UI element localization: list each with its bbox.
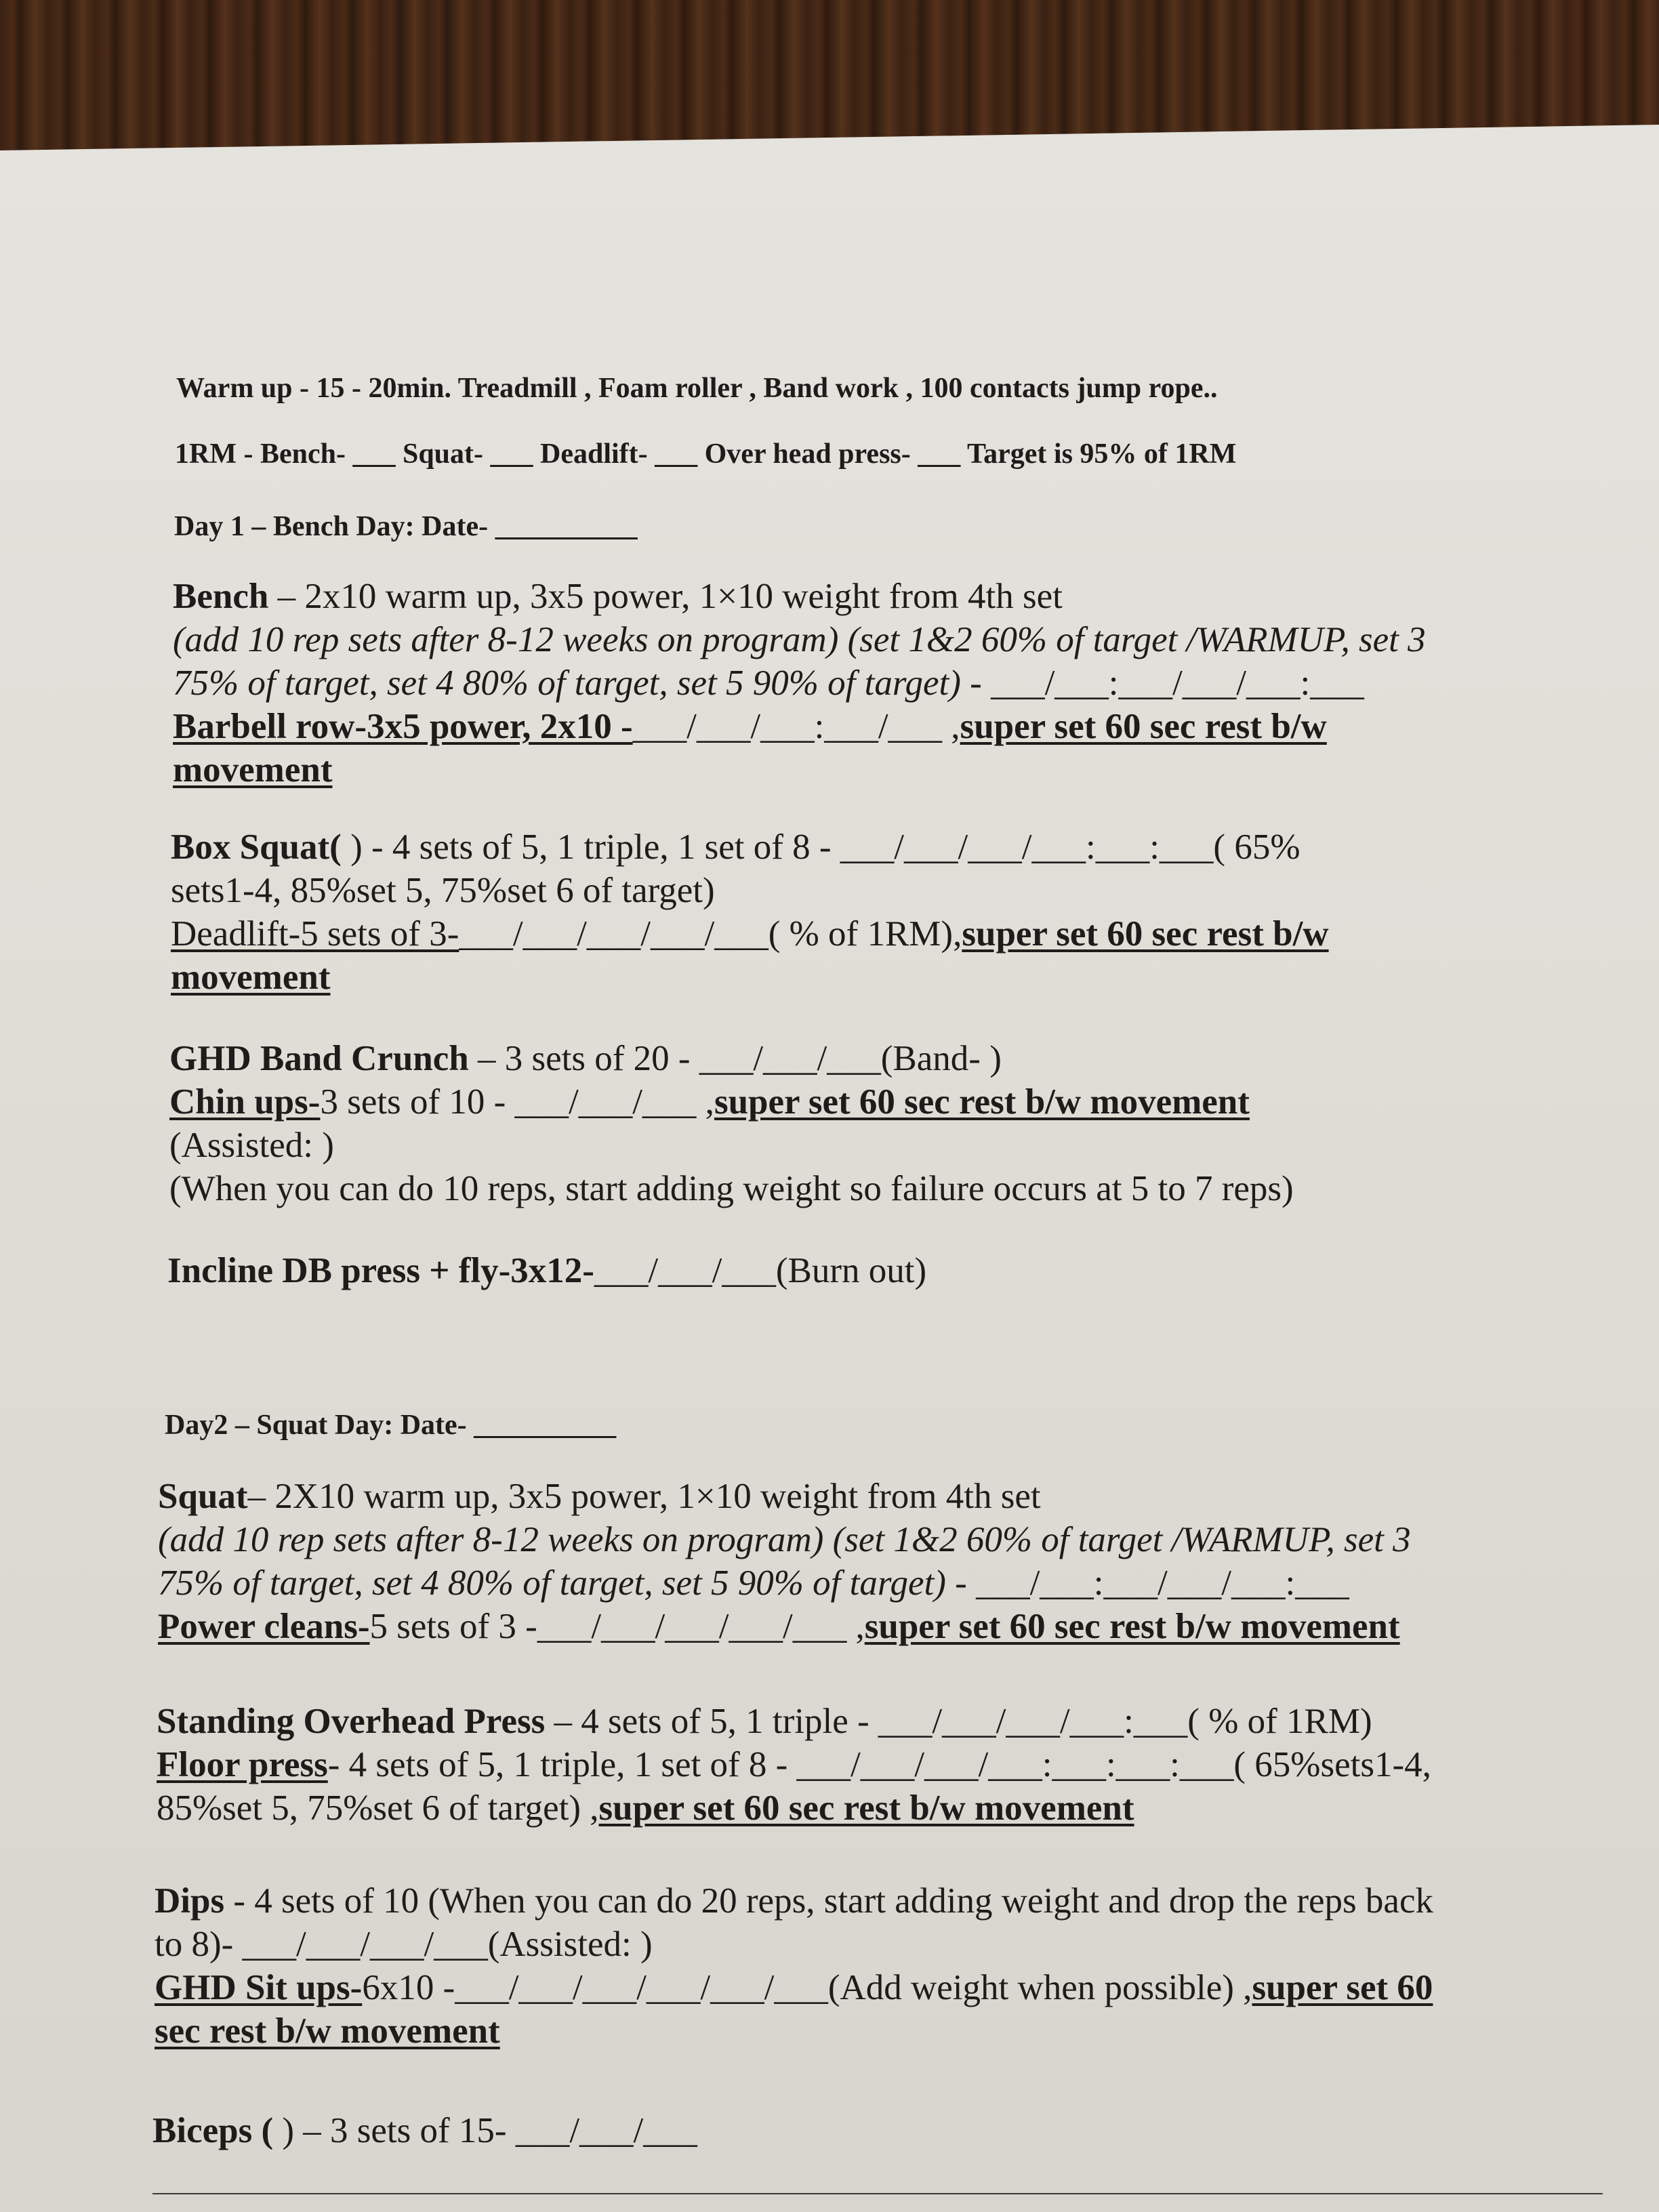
text-segment: movement (173, 750, 333, 790)
section-dips (155, 1879, 1433, 2053)
text-segment: GHD Sit ups- (155, 1968, 363, 2007)
text-line (165, 1408, 616, 1442)
text-segment: to 8)- ___/___/___/___(Assisted: ) (155, 1925, 653, 1964)
text-segment: ___/___/___(Burn out) (594, 1251, 927, 1290)
text-segment: Warm up - 15 - 20min. Treadmill , Foam roller , Band work , 100 contacts jump rope.. (176, 373, 1218, 404)
text-segment: - ___/___:___/___/___:___ (960, 663, 1364, 703)
bottom-divider (152, 2193, 1603, 2194)
text-line (157, 1786, 1431, 1830)
text-segment: super set 60 sec rest b/w movement (714, 1082, 1250, 1122)
text-line (169, 1124, 1294, 1167)
text-line (158, 1605, 1411, 1648)
text-line (171, 825, 1329, 869)
text-segment: Chin ups- (169, 1082, 321, 1122)
text-segment: Incline DB press + fly-3x12- (167, 1251, 594, 1290)
text-segment: Squat (158, 1477, 248, 1516)
section-warmup (176, 371, 1218, 405)
text-line (155, 1966, 1433, 2009)
text-line (158, 1561, 1411, 1605)
text-segment: super set 60 (1252, 1968, 1433, 2007)
text-segment: super set 60 sec rest b/w movement (598, 1788, 1134, 1828)
section-ghd-crunch (169, 1037, 1294, 1210)
text-segment: – 4 sets of 5, 1 triple - ___/___/___/___:___( % of 1RM) (545, 1702, 1372, 1741)
text-line (155, 1879, 1433, 1923)
text-line (171, 956, 1329, 999)
text-line (169, 1037, 1294, 1080)
text-segment: movement (171, 958, 331, 997)
text-line (173, 705, 1426, 748)
text-segment: 75% of target, set 4 80% of target, set 5 90% of target) (158, 1563, 946, 1603)
text-segment: Bench (173, 577, 269, 616)
text-segment: – 3 sets of 20 - ___/___/___(Band- ) (468, 1039, 1002, 1078)
text-line (171, 912, 1329, 956)
text-segment: sec rest b/w movement (155, 2011, 500, 2051)
text-segment: Barbell row-3x5 power, 2x10 - (173, 707, 633, 746)
text-segment: 1RM - Bench- ___ Squat- ___ Deadlift- ___ Over head press- ___ Target is 95% of 1RM (175, 438, 1237, 470)
text-line (169, 1167, 1294, 1210)
text-segment: super set 60 sec rest b/w (962, 914, 1329, 954)
text-segment: – 2x10 warm up, 3x5 power, 1×10 weight from 4th set (268, 577, 1063, 616)
text-segment: (Assisted: ) (169, 1126, 334, 1165)
section-bench (173, 575, 1426, 792)
text-segment: Power cleans- (158, 1607, 370, 1646)
text-line (173, 575, 1426, 618)
text-segment: - ___/___:___/___/___:___ (945, 1563, 1349, 1603)
text-line (169, 1080, 1294, 1124)
text-segment: 85%set 5, 75%set 6 of target) , (157, 1788, 599, 1828)
text-line (155, 2009, 1433, 2053)
text-segment: ) - 4 sets of 5, 1 triple, 1 set of 8 - ___/___/___/___:___:___( 65% (341, 827, 1300, 867)
text-line (157, 1700, 1431, 1743)
text-segment: 3 sets of 10 - ___/___/___ , (320, 1082, 714, 1122)
text-segment: (add 10 rep sets after 8-12 weeks on program) (set 1&2 60% of target /WARMUP, set 3 (158, 1520, 1411, 1559)
text-segment: Deadlift-5 sets of 3- (171, 914, 459, 954)
section-incline (167, 1249, 926, 1292)
text-line (155, 1923, 1433, 1966)
text-segment: 75% of target, set 4 80% of target, set 5 90% of target) (173, 663, 961, 703)
text-segment: super set 60 sec rest b/w (960, 707, 1327, 746)
text-segment: Day2 – Squat Day: Date- __________ (165, 1410, 617, 1441)
text-line (158, 1518, 1411, 1561)
text-line (152, 2109, 697, 2152)
text-line (174, 510, 638, 544)
text-line (171, 869, 1329, 912)
text-line (173, 748, 1426, 792)
text-segment: Day 1 – Bench Day: Date- __________ (174, 511, 638, 542)
text-line (167, 1249, 926, 1292)
text-segment: Biceps ( (152, 2111, 274, 2150)
text-line (173, 618, 1426, 661)
text-segment: Standing Overhead Press (157, 1702, 546, 1741)
section-squat (158, 1475, 1411, 1648)
text-segment: Floor press (157, 1745, 328, 1784)
text-segment: ___/___/___:___/___ , (632, 707, 960, 746)
section-box-squat (171, 825, 1329, 999)
text-segment: sets1-4, 85%set 5, 75%set 6 of target) (171, 871, 715, 910)
text-segment: Box Squat( (171, 827, 342, 867)
text-segment: (add 10 rep sets after 8-12 weeks on program) (set 1&2 60% of target /WARMUP, set 3 (173, 620, 1426, 659)
text-segment: – 2X10 warm up, 3x5 power, 1×10 weight from 4th set (247, 1477, 1041, 1516)
section-one-rm (175, 437, 1236, 471)
section-biceps (152, 2109, 697, 2152)
text-line (158, 1475, 1411, 1518)
text-segment: GHD Band Crunch (169, 1039, 469, 1078)
section-day1-header (174, 510, 638, 544)
text-line (175, 437, 1236, 471)
section-overhead (157, 1700, 1431, 1830)
text-segment: (When you can do 10 reps, start adding weight so failure occurs at 5 to 7 reps) (169, 1169, 1294, 1208)
text-segment: 6x10 -___/___/___/___/___/___(Add weight when possible) , (362, 1968, 1252, 2007)
text-segment: ___/___/___/___/___( % of 1RM), (459, 914, 962, 954)
text-segment: 5 sets of 3 -___/___/___/___/___ , (369, 1607, 865, 1646)
text-line (157, 1743, 1431, 1786)
text-segment: - 4 sets of 5, 1 triple, 1 set of 8 - ___/___/___/___:___:___:___( 65%sets1-4, (327, 1745, 1431, 1784)
text-line (173, 661, 1426, 705)
text-line (176, 371, 1218, 405)
text-segment: Dips (155, 1881, 225, 1921)
section-day2-header (165, 1408, 616, 1442)
text-segment: - 4 sets of 10 (When you can do 20 reps, start adding weight and drop the reps back (224, 1881, 1433, 1921)
text-segment: super set 60 sec rest b/w movement (864, 1607, 1400, 1646)
text-segment: ) – 3 sets of 15- ___/___/___ (273, 2111, 697, 2150)
